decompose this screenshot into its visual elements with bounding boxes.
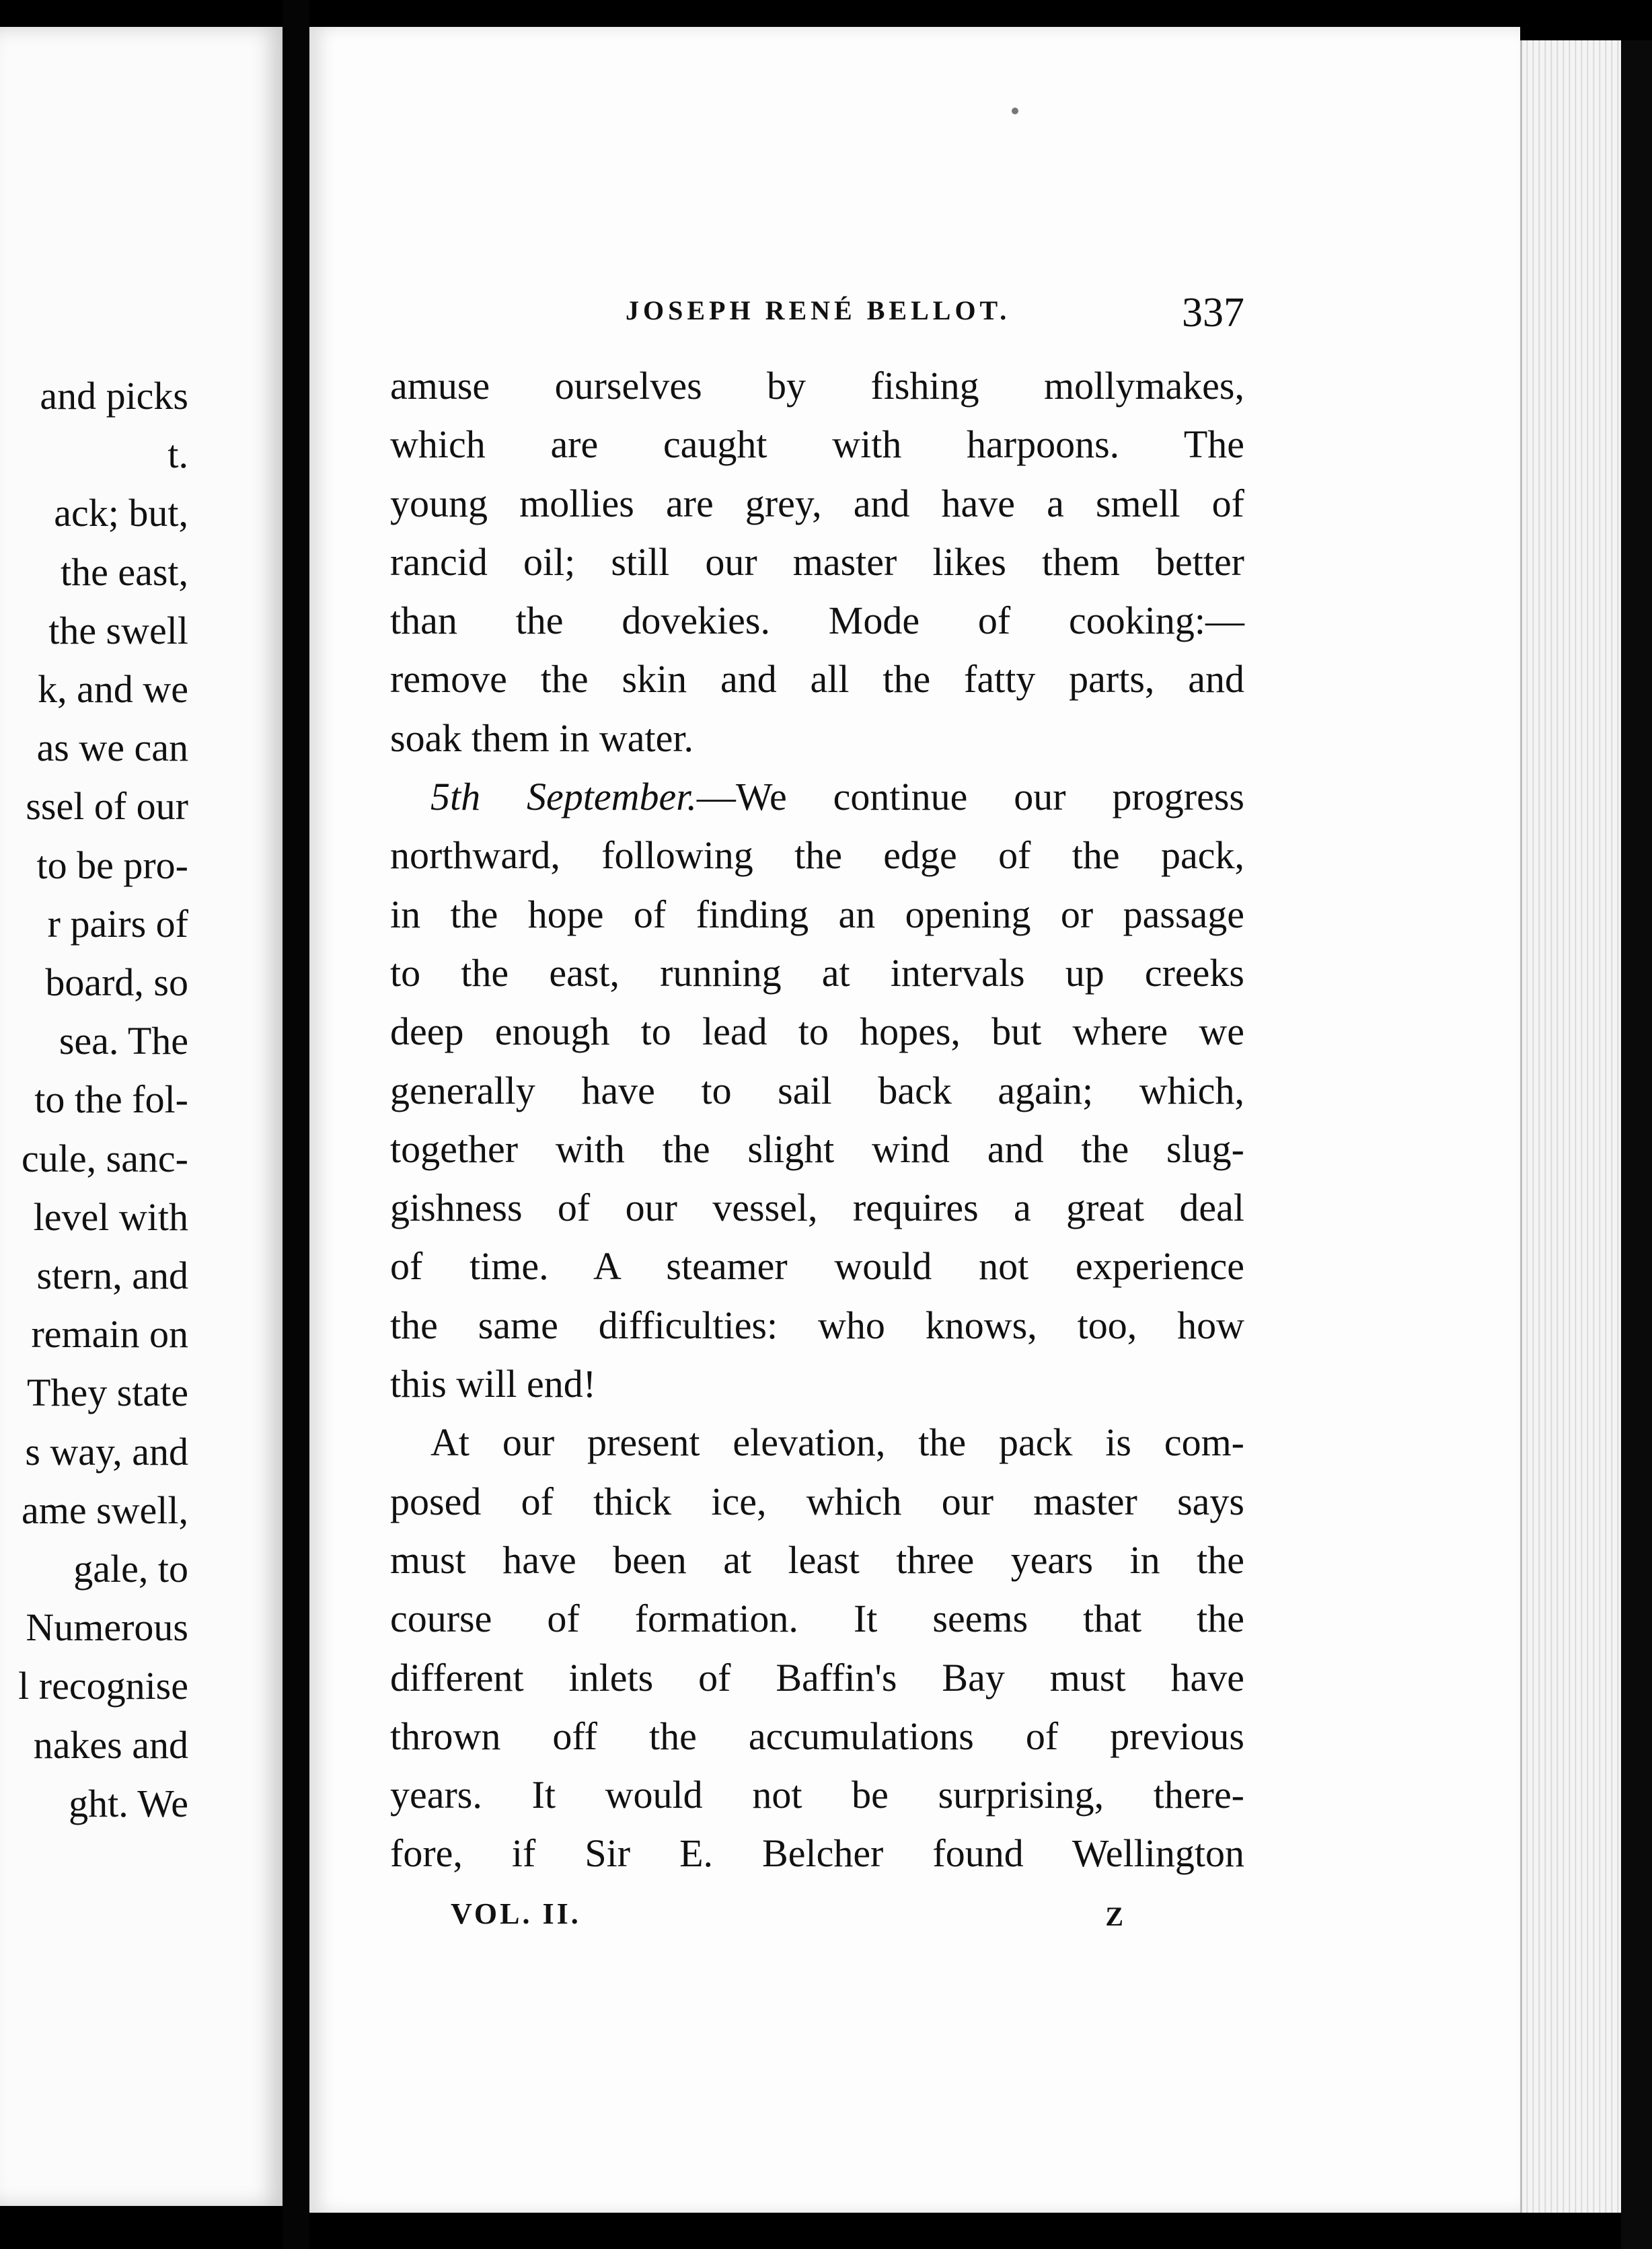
paragraph-2-first-rest: —We continue our progress [696, 775, 1244, 819]
book-edge-shadow [1621, 40, 1652, 2249]
left-text-line: remain on [31, 1312, 188, 1357]
running-title: JOSEPH RENÉ BELLOT. [626, 295, 1011, 326]
text-line: gishness of our vessel, requires a great deal [390, 1186, 1244, 1230]
text-line: together with the slight wind and the slug- [390, 1127, 1244, 1171]
date-heading: 5th September. [430, 775, 697, 819]
left-text-line: sea. The [59, 1019, 188, 1063]
left-text-line: s way, and [25, 1429, 188, 1474]
text-line: soak them in water. [390, 716, 694, 760]
body-text [390, 356, 1244, 1883]
left-text-line: ack; but, [54, 491, 188, 535]
book-gutter [283, 0, 309, 2249]
left-text-line: and picks [40, 374, 188, 418]
text-line: than the dovekies. Mode of cooking:— [390, 599, 1244, 643]
text-line: which are caught with harpoons. The [390, 422, 1244, 467]
paragraph-3 [390, 1413, 1244, 1882]
text-line: fore, if Sir E. Belcher found Wellington [390, 1831, 1244, 1876]
left-text-line: stern, and [36, 1254, 188, 1298]
text-line: remove the skin and all the fatty parts, and [390, 657, 1244, 701]
text-line: different inlets of Baffin's Bay must have [390, 1655, 1244, 1700]
text-line: rancid oil; still our master likes them better [390, 539, 1244, 584]
text-line: posed of thick ice, which our master says [390, 1479, 1244, 1523]
text-line: to the east, running at intervals up creeks [390, 950, 1244, 995]
text-line: this will end! [390, 1362, 597, 1406]
text-line: northward, following the edge of the pack, [390, 833, 1244, 878]
left-text-line: ame swell, [21, 1488, 188, 1532]
left-text-line: gale, to [73, 1547, 188, 1591]
text-line: amuse ourselves by fishing mollymakes, [390, 364, 1244, 408]
running-head [626, 289, 1258, 343]
left-text-line: Numerous [26, 1605, 188, 1650]
left-text-line: They state [27, 1371, 188, 1415]
page-footer [451, 1897, 1123, 1950]
left-text-line: k, and we [38, 667, 188, 712]
left-text-line: r pairs of [47, 901, 188, 946]
text-line: the same difficulties: who knows, too, how [390, 1303, 1244, 1347]
text-line: generally have to sail back again; which, [390, 1068, 1244, 1112]
paragraph-2 [390, 826, 1244, 1413]
paragraph-1 [390, 356, 1244, 767]
left-text-line: the swell [48, 608, 188, 652]
left-text-line: as we can [36, 726, 188, 770]
text-line: thrown off the accumulations of previous [390, 1714, 1244, 1758]
text-line: young mollies are grey, and have a smell of [390, 481, 1244, 525]
text-line: in the hope of finding an opening or passage [390, 892, 1244, 936]
left-text-line: to the fol- [34, 1077, 188, 1122]
left-text-line: l recognise [18, 1664, 188, 1708]
signature-mark: VOL. II. [451, 1897, 581, 1930]
text-line: At our present elevation, the pack is com- [430, 1420, 1244, 1465]
left-text-line: cule, sanc- [22, 1136, 188, 1180]
left-text-line: to be pro- [36, 843, 188, 887]
text-line: of time. A steamer would not experience [390, 1244, 1244, 1289]
left-text-line: ssel of our [26, 784, 188, 829]
left-text-line: board, so [45, 960, 188, 1005]
left-text-line: t. [167, 432, 188, 477]
signature-letter: Z [1105, 1901, 1123, 1932]
text-line: must have been at least three years in the [390, 1537, 1244, 1582]
paragraph-2-first-line [390, 767, 1244, 826]
page-edges [1520, 40, 1623, 2213]
left-text-line: ght. We [69, 1781, 188, 1825]
page-number: 337 [1182, 290, 1244, 336]
text-line: years. It would not be surprising, there- [390, 1773, 1244, 1817]
text-line: deep enough to lead to hopes, but where we [390, 1009, 1244, 1054]
left-text-line: nakes and [33, 1722, 188, 1767]
left-facing-page [0, 27, 283, 2206]
left-text-line: the east, [60, 549, 188, 594]
left-text-line: level with [33, 1194, 188, 1239]
left-page-text [0, 367, 188, 1833]
paper-speck [1012, 108, 1018, 114]
text-line: course of formation. It seems that the [390, 1597, 1244, 1641]
